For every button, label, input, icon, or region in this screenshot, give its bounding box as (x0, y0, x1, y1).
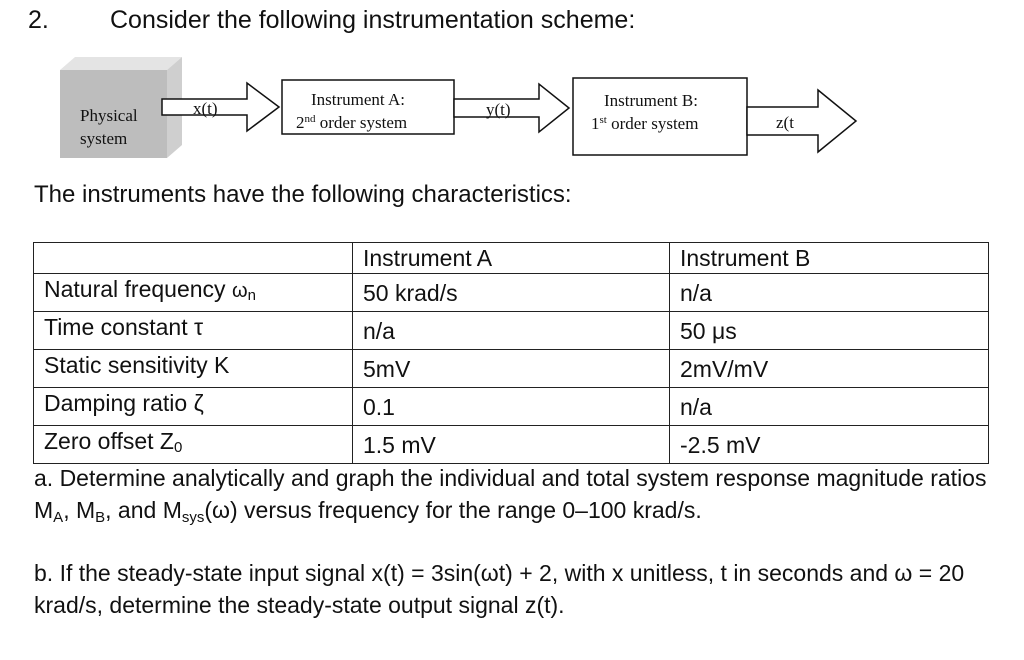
row-value-a: 5mV (353, 350, 670, 388)
question-number: 2. (28, 6, 49, 34)
header-cell-instrument-b: Instrument B (670, 243, 989, 274)
header-cell-parameter (34, 243, 353, 274)
row-value-a: 0.1 (353, 388, 670, 426)
question-part-a: a. Determine analytically and graph the individual and total system response magnitude ratios MA, MB, and Msys(ω) versus frequency for the range 0–100 krad/s. (34, 465, 987, 526)
characteristics-table (33, 242, 989, 464)
table-header-row (34, 243, 989, 274)
row-value-a: 1.5 mV (353, 426, 670, 464)
row-label: Natural frequency $\omega_n$ (34, 274, 353, 312)
question-title: Consider the following instrumentation scheme: (110, 6, 636, 34)
instrumentation-diagram (0, 50, 1024, 170)
instrument-b-block (573, 78, 747, 155)
row-value-b: n/a (670, 274, 989, 312)
signal-arrow-y (454, 84, 569, 132)
instrument-b-title: Instrument B: (604, 91, 698, 110)
row-value-a: 50 krad/s (353, 274, 670, 312)
row-value-b: -2.5 mV (670, 426, 989, 464)
physical-system-label-1: Physical (80, 106, 138, 125)
instrument-b-order: 1st order system (591, 114, 699, 133)
table-row (34, 274, 989, 312)
physical-system-label-2: system (80, 129, 128, 148)
question-part-b: b. If the steady-state input signal x(t) = 3sin(ωt) + 2, with x unitless, t in seconds and ω = 20 krad/s, determine the steady-state output signal z(t). (34, 560, 965, 618)
table-row (34, 388, 989, 426)
signal-y-label: y(t) (486, 100, 511, 119)
characteristics-heading: The instruments have the following characteristics: (34, 181, 572, 208)
instrument-a-title: Instrument A: (311, 90, 405, 109)
row-label: Damping ratio ζ (34, 388, 353, 426)
table-row (34, 426, 989, 464)
row-label: Time constant τ (34, 312, 353, 350)
instrument-a-order: 2nd order system (296, 113, 408, 132)
row-label: Static sensitivity K (34, 350, 353, 388)
table-row (34, 312, 989, 350)
signal-arrow-z (747, 90, 856, 152)
row-label: Zero offset $Z_0$ (34, 426, 353, 464)
header-cell-instrument-a: Instrument A (353, 243, 670, 274)
row-value-b: 2mV/mV (670, 350, 989, 388)
row-value-a: n/a (353, 312, 670, 350)
row-value-b: n/a (670, 388, 989, 426)
row-value-b: 50 μs (670, 312, 989, 350)
table-row (34, 350, 989, 388)
instrument-a-block (282, 80, 454, 134)
signal-x-label: x(t) (193, 99, 218, 118)
signal-z-label: z(t (776, 113, 794, 132)
